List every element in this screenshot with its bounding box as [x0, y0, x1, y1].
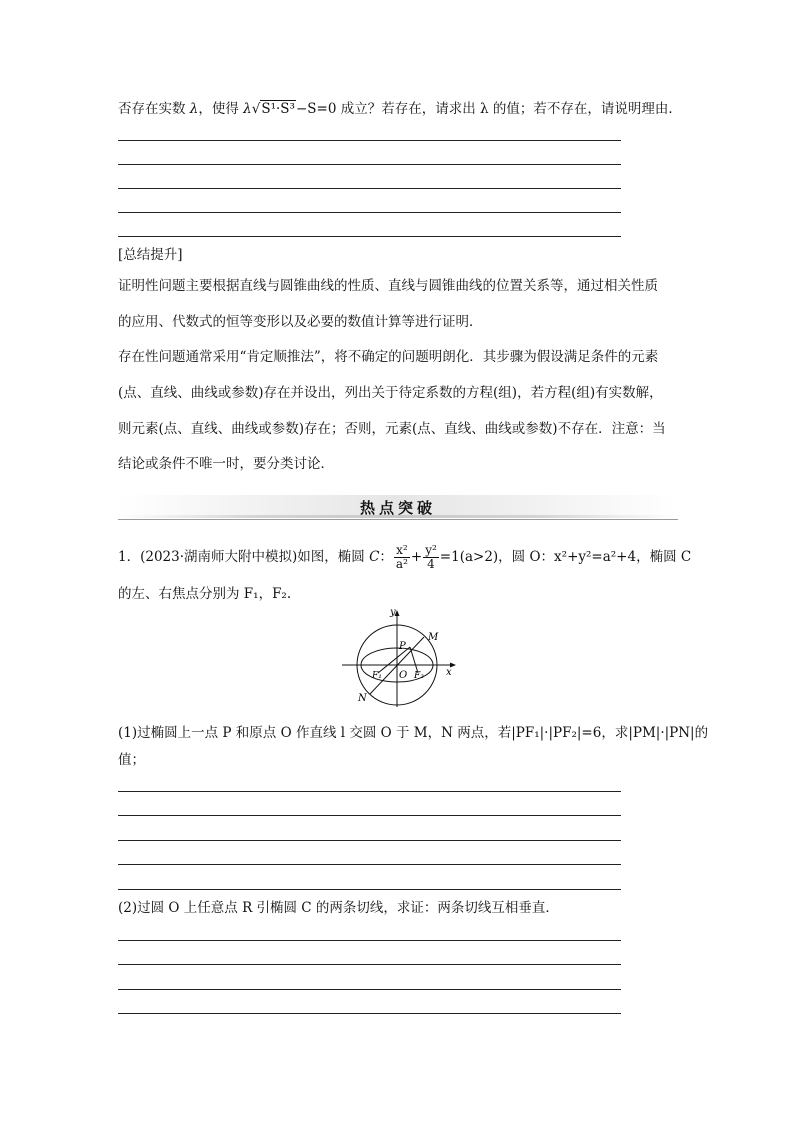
- plus-sign: +: [410, 549, 423, 565]
- ellipse-name: C: [369, 549, 380, 565]
- sqrt-content: S¹·S³: [261, 101, 295, 117]
- answer-line[interactable]: [118, 1013, 621, 1014]
- section-title: 热点突破: [359, 499, 436, 517]
- answer-line[interactable]: [118, 864, 621, 865]
- banner-rule: [118, 519, 678, 520]
- summary-p2-line4: 结论或条件不唯一时，要分类讨论．: [118, 456, 334, 472]
- part-2-line1: (2)过圆 O 上任意点 R 引椭圆 C 的两条切线，求证：两条切线互相垂直．: [118, 900, 559, 916]
- answer-line[interactable]: [118, 164, 621, 165]
- answer-line[interactable]: [118, 889, 621, 890]
- summary-p2-line2: (点、直线、曲线或参数)存在并设出，列出关于待定系数的方程(组)，若方程(组)有实数解，: [118, 385, 663, 401]
- answer-line[interactable]: [118, 791, 621, 792]
- summary-p1-line1: 证明性问题主要根据直线与圆锥曲线的性质、直线与圆锥曲线的位置关系等，通过相关性质: [118, 278, 658, 294]
- problem-text-a: 如图，椭圆: [297, 549, 370, 565]
- intro-middle: ，使得: [198, 101, 244, 117]
- intro-suffix: 成立？若存在，请求出 λ 的值；若不存在，请说明理由．: [336, 101, 682, 117]
- summary-heading: [总结提升]: [118, 247, 183, 263]
- problem-source: (2023·湖南师大附中模拟): [140, 549, 298, 565]
- problem-1-line2: 的左、右焦点分别为 F₁，F₂.: [118, 586, 292, 602]
- label-x: x: [446, 667, 452, 678]
- lambda-symbol: λ: [189, 101, 199, 117]
- answer-line[interactable]: [118, 236, 621, 237]
- part-1-line2: 值；: [118, 752, 145, 768]
- fraction-y: [423, 544, 439, 571]
- answer-line[interactable]: [118, 964, 621, 965]
- section-banner: [118, 495, 678, 521]
- answer-line[interactable]: [118, 188, 621, 189]
- answer-line[interactable]: [118, 815, 621, 816]
- equation-rest: =1(a>2)，圆 O：x²+y²=a²+4，椭圆 C: [439, 549, 692, 565]
- label-f2: F₂: [414, 671, 424, 681]
- fraction-y-denominator: 4: [427, 557, 435, 571]
- summary-p1-line2: 的应用、代数式的恒等变形以及必要的数值计算等进行证明．: [118, 314, 483, 330]
- colon: ：: [379, 549, 393, 565]
- label-f1: F₁: [372, 671, 382, 681]
- label-o: O: [399, 670, 408, 681]
- formula-rest: −S=0: [295, 101, 337, 117]
- label-n: N: [358, 693, 367, 704]
- label-p: P: [399, 641, 406, 652]
- answer-line[interactable]: [118, 212, 621, 213]
- fraction-x-numerator: x²: [394, 544, 410, 558]
- summary-p2-line3: 则元素(点、直线、曲线或参数)存在；否则，元素(点、直线、曲线或参数)不存在．注意：当: [118, 421, 666, 437]
- problem-number: 1．: [118, 549, 141, 565]
- answer-line[interactable]: [118, 140, 621, 141]
- fraction-x: [394, 544, 410, 571]
- label-y: y: [390, 607, 396, 618]
- part-1-line1: (1)过椭圆上一点 P 和原点 O 作直线 l 交圆 O 于 M，N 两点，若|PF₁|·|PF₂|=6，求|PM|·|PN|的: [118, 725, 709, 741]
- intro-question: [118, 100, 683, 118]
- intro-prefix: 否存在实数: [118, 101, 190, 117]
- summary-p2-line1: 存在性问题通常采用“肯定顺推法”，将不确定的问题明朗化．其步骤为假设满足条件的元素: [118, 349, 659, 365]
- label-m: M: [428, 632, 439, 643]
- problem-1-statement: [118, 543, 692, 571]
- formula-lambda: λ: [243, 101, 252, 117]
- fraction-y-numerator: y²: [425, 543, 437, 557]
- ellipse-circle-figure: [340, 603, 465, 708]
- answer-line[interactable]: [118, 840, 621, 841]
- answer-line[interactable]: [118, 989, 621, 990]
- fraction-x-denominator: a²: [395, 557, 408, 571]
- sqrt-symbol: √: [251, 101, 261, 117]
- answer-line[interactable]: [118, 940, 621, 941]
